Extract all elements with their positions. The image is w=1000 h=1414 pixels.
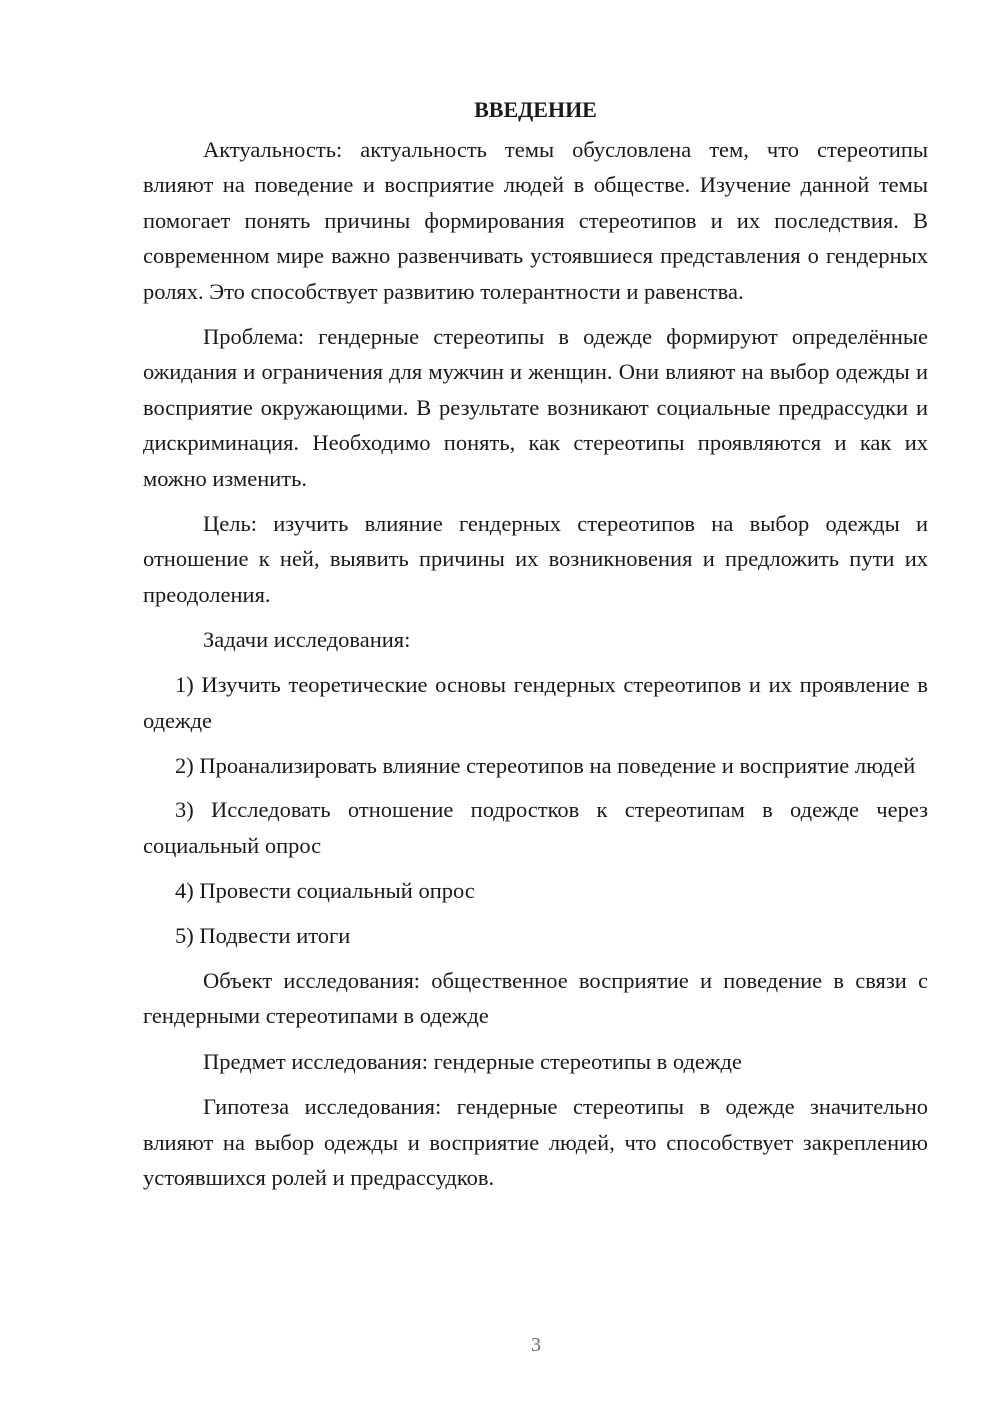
task-item-4: 4) Провести социальный опрос: [175, 877, 475, 903]
subject-paragraph: Предмет исследования: гендерные стереотипы в одежде: [203, 1048, 742, 1074]
task-item-1: 1) Изучить теоретические основы гендерных стереотипов и их проявление в одежде: [143, 672, 928, 733]
document-page: [143, 92, 928, 1195]
relevance-paragraph: Актуальность: актуальность темы обусловлена тем, что стереотипы влияют на поведение и восприятие людей в обществе. Изучение данной темы помогает понять причины формирования стереотипов и их последствия. В современном мире важно развенчивать устоявшиеся представления о гендерных ролях. Это способствует развитию толерантности и равенства.: [143, 137, 928, 304]
tasks-heading: Задачи исследования:: [203, 627, 411, 653]
task-item-5: 5) Подвести итоги: [175, 922, 351, 948]
object-paragraph: Объект исследования: общественное восприятие и поведение в связи с гендерными стереотипами в одежде: [143, 968, 928, 1029]
task-item-2: 2) Проанализировать влияние стереотипов на поведение и восприятие людей: [175, 752, 916, 778]
goal-paragraph: Цель: изучить влияние гендерных стереотипов на выбор одежды и отношение к ней, выявить причины их возникновения и предложить пути их преодоления.: [143, 511, 928, 607]
page-number: 3: [531, 1334, 541, 1356]
problem-paragraph: Проблема: гендерные стереотипы в одежде формируют определённые ожидания и ограничения для мужчин и женщин. Они влияют на выбор одежды и восприятие окружающими. В результате возникают социальные предрассудки и дискриминация. Необходимо понять, как стереотипы проявляются и как их можно изменить.: [143, 324, 928, 491]
section-heading: ВВЕДЕНИЕ: [474, 97, 597, 122]
hypothesis-paragraph: Гипотеза исследования: гендерные стереотипы в одежде значительно влияют на выбор одежды и восприятие людей, что способствует закреплению устоявшихся ролей и предрассудков.: [143, 1094, 928, 1191]
task-item-3: 3) Исследовать отношение подростков к стереотипам в одежде через социальный опрос: [143, 797, 928, 858]
